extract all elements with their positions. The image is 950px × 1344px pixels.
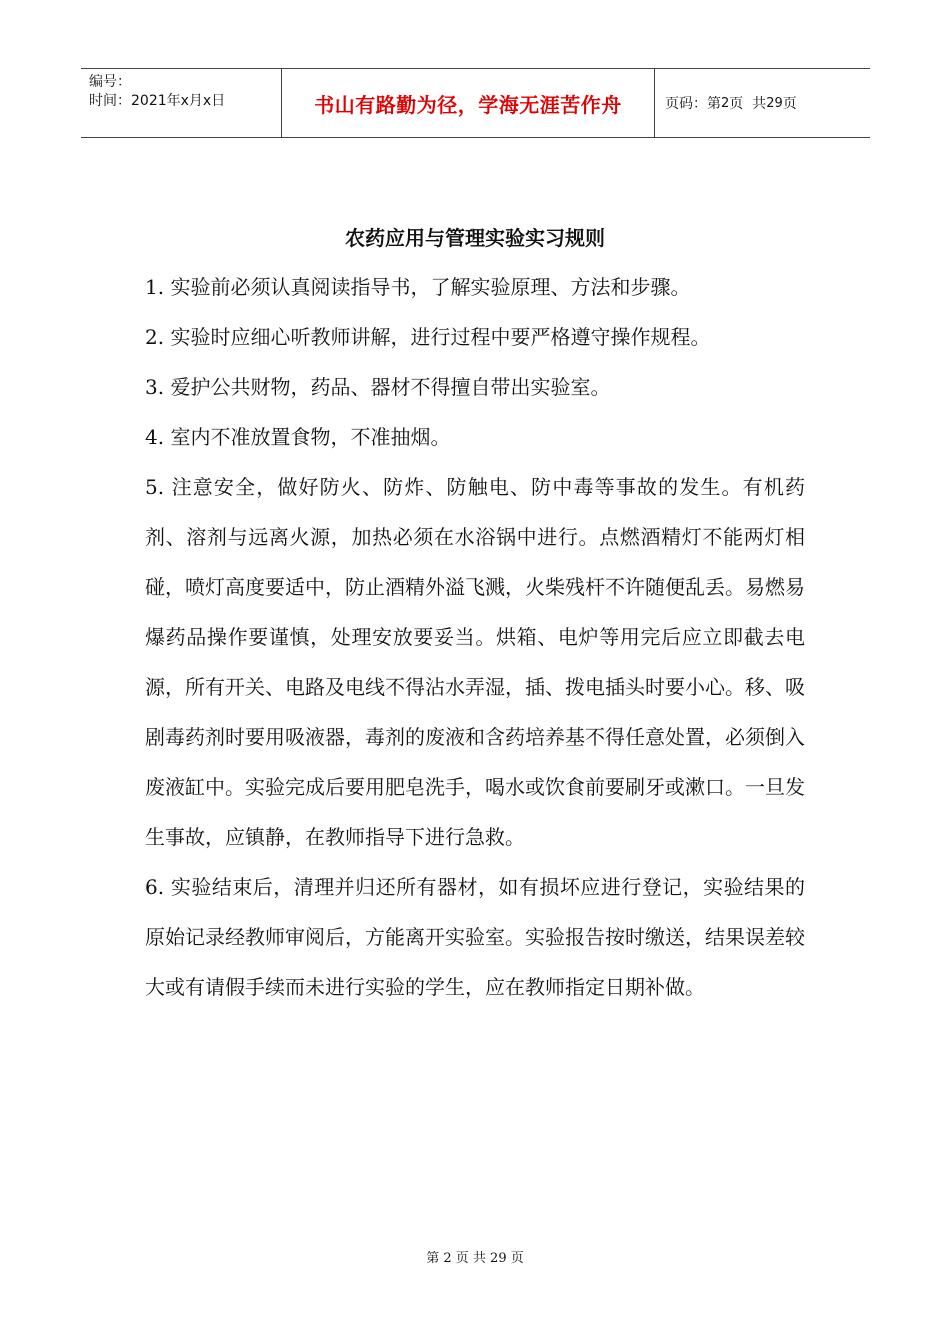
time-label: 时间：2021年x月x日 (89, 93, 226, 109)
rule-paragraph: 2. 实验时应细心听教师讲解，进行过程中要严格遵守操作规程。 (145, 325, 711, 349)
page-prefix: 页码：第 (665, 96, 721, 112)
page-header (81, 68, 870, 138)
page-total: 29 (766, 95, 783, 111)
page-suffix: 页 (782, 96, 797, 112)
document-title: 农药应用与管理实验实习规则 (345, 226, 605, 250)
rule-paragraph: 3. 爱护公共财物，药品、器材不得擅自带出实验室。 (145, 375, 611, 399)
rule-paragraph: 4. 室内不准放置食物，不准抽烟。 (145, 425, 451, 449)
serial-label: 编号： (89, 74, 131, 90)
page-footer: 第 2 页 共 29 页 (426, 1251, 524, 1266)
header-page-number (655, 69, 870, 137)
rule-paragraph: 5. 注意安全，做好防火、防炸、防触电、防中毒等事故的发生。有机药剂、溶剂与远离火源，加热必须在水浴锅中进行。点燃酒精灯不能两灯相碰，喷灯高度要适中，防止酒精外溢飞溅，火柴残杆不许随便乱丢。易燃易爆药品操作要谨慎，处理安放要妥当。烘箱、电炉等用完后应立即截去电源，所有开关、电路及电线不得沾水弄湿，插、拨电插头时要小心。移、吸剧毒药剂时要用吸液器，毒剂的废液和含药培养基不得任意处置，必须倒入废液缸中。实验完成后要用肥皂洗手，喝水或饮食前要刷牙或漱口。一旦发生事故，应镇静，在教师指导下进行急救。 (145, 475, 805, 849)
page-mid: 页 共 (729, 96, 767, 112)
rule-paragraph: 1. 实验前必须认真阅读指导书，了解实验原理、方法和步骤。 (145, 275, 691, 299)
rule-paragraph: 6. 实验结束后，清理并归还所有器材，如有损坏应进行登记，实验结果的原始记录经教师审阅后，方能离开实验室。实验报告按时缴送，结果误差较大或有请假手续而未进行实验的学生，应在教师指定日期补做。 (145, 875, 805, 999)
page-current: 2 (721, 95, 730, 111)
document-body (145, 262, 805, 1012)
header-motto: 书山有路勤为径，学海无涯苦作舟 (281, 69, 655, 137)
header-meta (81, 69, 281, 137)
